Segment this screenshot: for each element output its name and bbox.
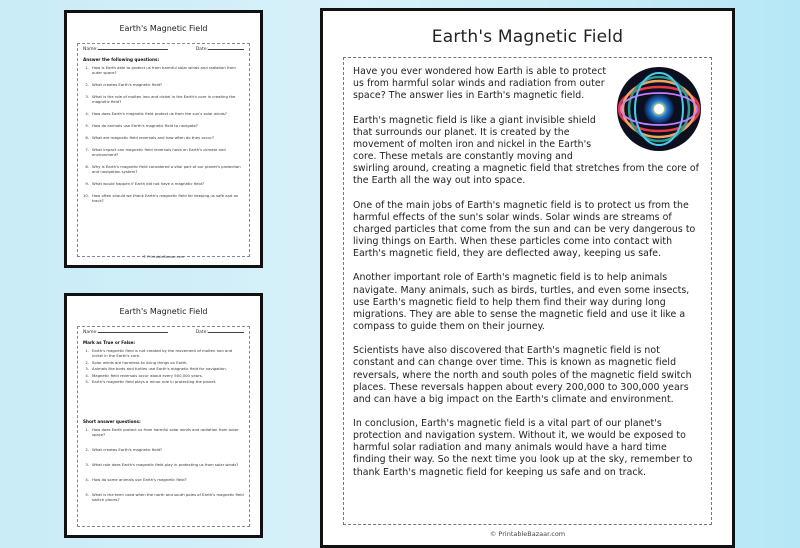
question-item-number: 1. xyxy=(85,65,89,70)
question-item-number: 8. xyxy=(85,164,89,169)
question-item-number: 5. xyxy=(85,123,89,128)
question-item xyxy=(83,111,244,116)
short-answer-item xyxy=(83,427,244,437)
question-item xyxy=(83,193,244,203)
magnetic-field-globe-icon xyxy=(616,66,702,152)
question-item-text: What impact can magnetic field reversals have on Earth's climate and environment? xyxy=(92,147,226,157)
question-item-number: 2. xyxy=(85,82,89,87)
true-false-item-text: Earth's magnetic field plays a minor role in protecting the planet. xyxy=(92,379,217,385)
question-item-text: What is the role of molten iron and nickel in the Earth's core in creating the magnetic field? xyxy=(92,94,236,104)
true-false-item-number: 2. xyxy=(85,359,89,365)
passage-paragraph: Earth's magnetic field is like a giant invisible shield that surrounds our planet. It is created by the movement of molten iron and nickel in the Earth's core. These metals are constantly moving and swirling around, creating a magnetic field that stretches from the core of the Earth all the way out into space. xyxy=(353,114,699,187)
passage-paragraph: One of the main jobs of Earth's magnetic field is to protect us from the harmful effects of the sun's solar winds. Solar winds are streams of charged particles that come from the sun and can be very dangerous to living things on Earth. When these particles come into contact with Earth's magnetic field, they are deflected away, keeping us safe. xyxy=(353,199,696,259)
true-false-item xyxy=(83,373,244,378)
passage-paragraph: In conclusion, Earth's magnetic field is a vital part of our planet's protection and navigation system. Without it, we would be exposed to harmful solar radiation and many animals would have a hard time finding their way. So the next time you look up at the sky, remember to thank Earth's magnetic field for keeping us safe and on track. xyxy=(353,418,693,478)
worksheet-questions-preview[interactable] xyxy=(64,10,263,268)
name-date-row xyxy=(83,330,244,335)
sa-section-heading: Short answer questions: xyxy=(83,418,141,424)
true-false-list xyxy=(83,348,244,384)
true-false-item xyxy=(83,366,244,371)
question-item-text: How often should we thank Earth's magnetic field for keeping us safe and on track? xyxy=(92,193,239,203)
short-answer-item xyxy=(83,477,244,482)
true-false-item xyxy=(83,379,244,384)
question-item xyxy=(83,135,244,140)
short-answer-item-text: How do some animals use Earth's magnetic field? xyxy=(92,476,187,482)
true-false-item-number: 3. xyxy=(85,366,89,372)
question-item-text: What are magnetic field reversals and how often do they occur? xyxy=(92,135,214,140)
page-title: Earth's Magnetic Field xyxy=(431,27,624,47)
true-false-item-number: 1. xyxy=(85,348,89,353)
reading-passage-page[interactable] xyxy=(320,8,735,548)
short-answer-item-number: 2. xyxy=(85,446,89,452)
tf-section-heading: Mark as True or False: xyxy=(83,340,136,345)
question-item xyxy=(83,82,244,87)
true-false-item-text: Solar winds are harmless to living things on Earth. xyxy=(92,359,188,365)
date-label: Date: xyxy=(195,330,208,335)
question-item-text: How does Earth's magnetic field protect us from the sun's solar winds? xyxy=(92,111,227,116)
question-item xyxy=(83,65,244,75)
section-heading: Answer the following questions: xyxy=(83,57,160,62)
true-false-item-text: Earth's magnetic field is not created by the movement of molten iron and nickel in the Earth's core. xyxy=(92,348,233,358)
true-false-item-number: 5. xyxy=(85,379,89,385)
question-item-number: 7. xyxy=(85,147,89,152)
short-answer-item-number: 4. xyxy=(85,476,89,482)
passage-paragraph: Have you ever wondered how Earth is able to protect us from harmful solar winds and radiation from outer space? The answer lies in Earth's magnetic field. xyxy=(353,66,607,102)
short-answer-item-text: What role does Earth's magnetic field play in protecting us from solar winds? xyxy=(92,461,239,467)
worksheet-footer: © PrintableBazaar.com xyxy=(142,255,185,259)
passage-box xyxy=(343,57,712,525)
worksheet-content-box xyxy=(77,43,250,257)
true-false-item-number: 4. xyxy=(85,372,89,378)
passage-paragraph: Scientists have also discovered that Earth's magnetic field is not constant and can change over time. This is known as magnetic field reversals, where the north and south poles of the magnetic field switch places. These reversals happen about every 200,000 to 300,000 years and can have a big impact on the Earth's climate and environment. xyxy=(353,345,692,405)
question-item xyxy=(83,147,244,157)
short-answer-item-text: What creates Earth's magnetic field? xyxy=(92,446,163,452)
question-item-number: 6. xyxy=(85,135,89,140)
true-false-item xyxy=(83,348,244,358)
question-item-number: 9. xyxy=(85,181,89,186)
name-label: Name: xyxy=(83,47,98,52)
question-item xyxy=(83,164,244,174)
question-item-number: 10. xyxy=(83,193,90,198)
short-answer-item-text: How does Earth protect us from harmful solar winds and radiation from outer space? xyxy=(92,426,239,437)
true-false-item-text: Animals like birds and turtles use Earth's magnetic field for navigation. xyxy=(92,366,227,372)
question-item xyxy=(83,94,244,104)
question-list xyxy=(83,65,244,203)
short-answer-item-number: 1. xyxy=(85,426,89,432)
question-item-number: 3. xyxy=(85,94,89,99)
worksheet-title: Earth's Magnetic Field xyxy=(119,24,208,33)
short-answer-item xyxy=(83,492,244,502)
short-answer-list xyxy=(83,427,244,502)
question-item-text: What would happen if Earth did not have a magnetic field? xyxy=(92,181,204,186)
short-answer-item-number: 5. xyxy=(85,491,89,497)
question-item-text: Why is Earth's magnetic field considered a vital part of our planet's protection and navigation system? xyxy=(92,164,241,174)
question-item xyxy=(83,181,244,186)
worksheet-truefalse-preview[interactable] xyxy=(64,293,263,538)
worksheet-title: Earth's Magnetic Field xyxy=(119,307,208,316)
short-answer-item-text: What is the term used when the north and south poles of Earth's magnetic field switch places? xyxy=(92,491,244,502)
short-answer-item xyxy=(83,447,244,452)
name-label: Name: xyxy=(83,330,98,335)
short-answer-item xyxy=(83,462,244,467)
name-date-row xyxy=(83,47,244,52)
question-item xyxy=(83,123,244,128)
short-answer-item-number: 3. xyxy=(85,461,89,467)
question-item-number: 4. xyxy=(85,111,89,116)
true-false-item-text: Magnetic field reversals occur about every 500,000 years. xyxy=(92,372,203,378)
true-false-item xyxy=(83,360,244,365)
question-item-text: How do animals use Earth's magnetic field to navigate? xyxy=(92,123,198,128)
page-footer: © PrintableBazaar.com xyxy=(489,530,566,538)
date-label: Date: xyxy=(195,47,208,52)
worksheet-content-box xyxy=(77,326,250,527)
passage-paragraph: Another important role of Earth's magnetic field is to help animals navigate. Many animals, such as birds, turtles, and even some insects, use Earth's magnetic field to help them find their way during long migrations. They are able to sense the magnetic field and use it like a compass to guide them on their journey. xyxy=(353,272,690,332)
question-item-text: What creates Earth's magnetic field? xyxy=(92,82,163,87)
question-item-text: How is Earth able to protect us from harmful solar winds and radiation from outer space? xyxy=(92,65,236,75)
